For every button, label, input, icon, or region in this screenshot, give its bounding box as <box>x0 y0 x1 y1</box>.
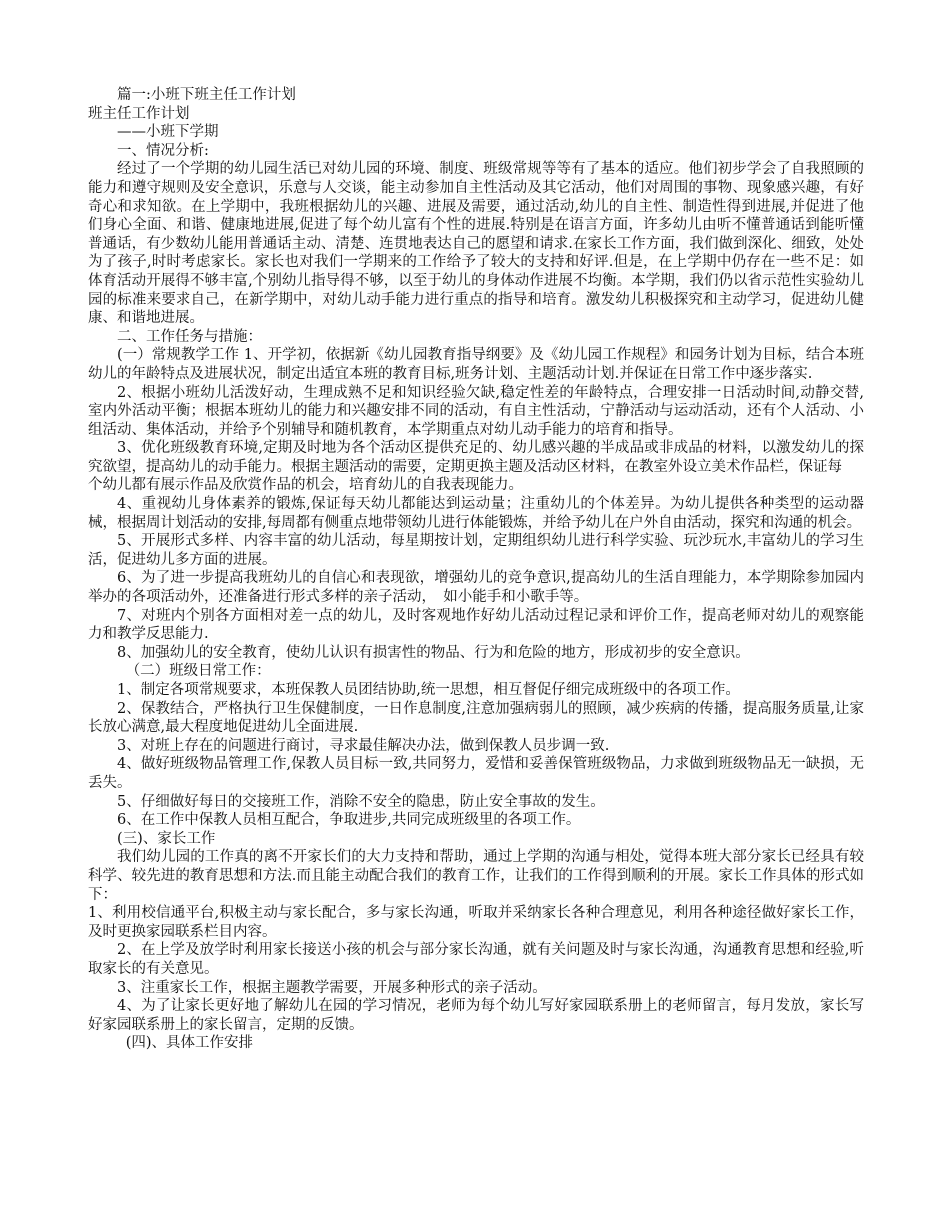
paragraph: 3、注重家长工作，根据主题教学需要，开展多种形式的亲子活动。 <box>117 979 547 996</box>
paragraph: 4、为了让家长更好地了解幼儿在园的学习情况，老师为每个幼儿写好家园联系册上的老师留言，每月发放，家长写好家园联系册上的家长留言，定期的反馈。 <box>88 998 864 1033</box>
paragraph: （二）班级日常工作： <box>125 663 271 680</box>
paragraph: 班主任工作计划 <box>88 105 190 122</box>
paragraph: 一、情况分析: <box>117 142 209 159</box>
paragraph-list <box>88 105 864 1053</box>
paragraph: 二、工作任务与措施： <box>117 328 262 345</box>
paragraph: 我们幼儿园的工作真的离不开家长们的大力支持和帮助，通过上学期的沟通与相处，觉得本班大部分家长已经具有较科学、较先进的教育思想和方法.而且能主动配合我们的教育工作，让我们的工作得到顺利的开展。家长工作具体的形式如下： <box>88 849 864 903</box>
paragraph: 个幼儿都有展示作品及欣赏作品的机会，培育幼儿的自我表现能力。 <box>88 477 523 494</box>
paragraph: (一）常规教学工作 1、开学初，依据新《幼儿园教育指导纲要》及《幼儿园工作规程》和园务计划为目标，结合本班幼儿的年龄特点及进展状况，制定出适宜本班的教育目标,班务计划、主题活动计划.并保证在日常工作中逐步落实. <box>88 347 864 382</box>
paragraph: 2、保教结合，严格执行卫生保健制度，一日作息制度,注意加强病弱儿的照顾，减少疾病的传播，提高服务质量,让家长放心满意,最大程度地促进幼儿全面进展. <box>88 700 864 736</box>
paragraph: 5、开展形式多样、内容丰富的幼儿活动，每星期按计划，定期组织幼儿进行科学实验、玩沙玩水,丰富幼儿的学习生活，促进幼儿多方面的进展。 <box>88 533 864 568</box>
paragraph: 2、在上学及放学时利用家长接送小孩的机会与部分家长沟通，就有关问题及时与家长沟通，沟通教育思想和经验,听取家长的有关意见。 <box>88 942 864 977</box>
paragraph: 5、仔细做好每日的交接班工作，消除不安全的隐患，防止安全事故的发生。 <box>117 793 605 810</box>
paragraph: 1、利用校信通平台,积极主动与家长配合，多与家长沟通，听取并采纳家长各种合理意见，利用各种途径做好家长工作，及时更换家园联系栏目内容。 <box>88 905 864 940</box>
paragraph: 1、制定各项常规要求，本班保教人员团结协助,统一思想，相互督促仔细完成班级中的各项工作。 <box>117 682 740 698</box>
paragraph: 3、优化班级教育环境,定期及时地为各个活动区提供充足的、幼儿感兴趣的半成品或非成品的材料，以激发幼儿的探究欲望，提高幼儿的动手能力。根据主题活动的需要，定期更换主题及活动区材料，在教室外设立美术作品栏，保证每 <box>88 440 864 475</box>
paragraph: (四)、具体工作安排 <box>125 1035 254 1052</box>
paragraph: (三)、家长工作 <box>117 830 216 847</box>
paragraph: 6、在工作中保教人员相互配合，争取进步,共同完成班级里的各项工作。 <box>117 812 581 829</box>
paragraph: 3、对班上存在的问题进行商讨，寻求最佳解决办法，做到保教人员步调一致. <box>117 737 610 754</box>
document-body <box>88 86 864 1053</box>
paragraph: ——小班下学期 <box>117 124 219 141</box>
paragraph: 4、重视幼儿身体素养的锻炼,保证每天幼儿都能达到运动量；注重幼儿的个体差异。为幼儿提供各种类型的运动器械，根据周计划活动的安排,每周都有侧重点地带领幼儿进行体能锻炼，并给予幼儿在户外自由活动，探究和沟通的机会。 <box>88 496 864 531</box>
paragraph: 7、对班内个别各方面相对差一点的幼儿，及时客观地作好幼儿活动过程记录和评价工作，提高老师对幼儿的观察能力和教学反思能力. <box>88 607 864 643</box>
paragraph: 4、做好班级物品管理工作,保教人员目标一致,共同努力，爱惜和妥善保管班级物品，力求做到班级物品无一缺损，无丢失。 <box>88 756 864 791</box>
paragraph: 经过了一个学期的幼儿园生活已对幼儿园的环境、制度、班级常规等等有了基本的适应。他们初步学会了自我照顾的能力和遵守规则及安全意识，乐意与人交谈，能主动参加自主性活动及其它活动，他们对周围的事物、现象感兴趣，有好奇心和求知欲。在上学期中，我班根据幼儿的兴趣、进展及需要，通过活动,幼儿的自主性、制造性得到进展,并促进了他们身心全面、和谐、健康地进展,促进了每个幼儿富有个性的进展.特别是在语言方面，许多幼儿由听不懂普通话到能听懂普通话，有少数幼儿能用普通话主动、清楚、连贯地表达自己的愿望和请求.在家长工作方面，我们做到深化、细致，处处为了孩子,时时考虑家长。家长也对我们一学期来的工作给予了较大的支持和好评.但是，在上学期中仍存在一些不足：如体育活动开展得不够丰富,个别幼儿指导得不够，以至于幼儿的身体动作进展不均衡。本学期，我们仍以省示范性实验幼儿园的标准来要求自己，在新学期中，对幼儿动手能力进行重点的指导和培育。激发幼儿积极探究和主动学习，促进幼儿健康、和谐地进展。 <box>88 161 864 327</box>
paragraph: 2、根据小班幼儿活泼好动，生理成熟不足和知识经验欠缺,稳定性差的年龄特点，合理安排一日活动时间,动静交替,室内外活动平衡；根据本班幼儿的能力和兴趣安排不同的活动，有自主性活动，宁静活动与运动活动，还有个人活动、小组活动、集体活动，并给予个别辅导和随机教育，本学期重点对幼儿动手能力的培育和指导。 <box>88 384 864 438</box>
paragraph: 6、为了进一步提高我班幼儿的自信心和表现欲，增强幼儿的竞争意识,提高幼儿的生活自理能力，本学期除参加园内举办的各项活动外，还准备进行形式多样的亲子活动， 如小能手和小歌手等。 <box>88 570 864 606</box>
document-title: 篇一:小班下班主任工作计划 <box>117 87 296 103</box>
paragraph: 8、加强幼儿的安全教育，使幼儿认识有损害性的物品、行为和危险的地方，形成初步的安全意识。 <box>117 644 750 661</box>
